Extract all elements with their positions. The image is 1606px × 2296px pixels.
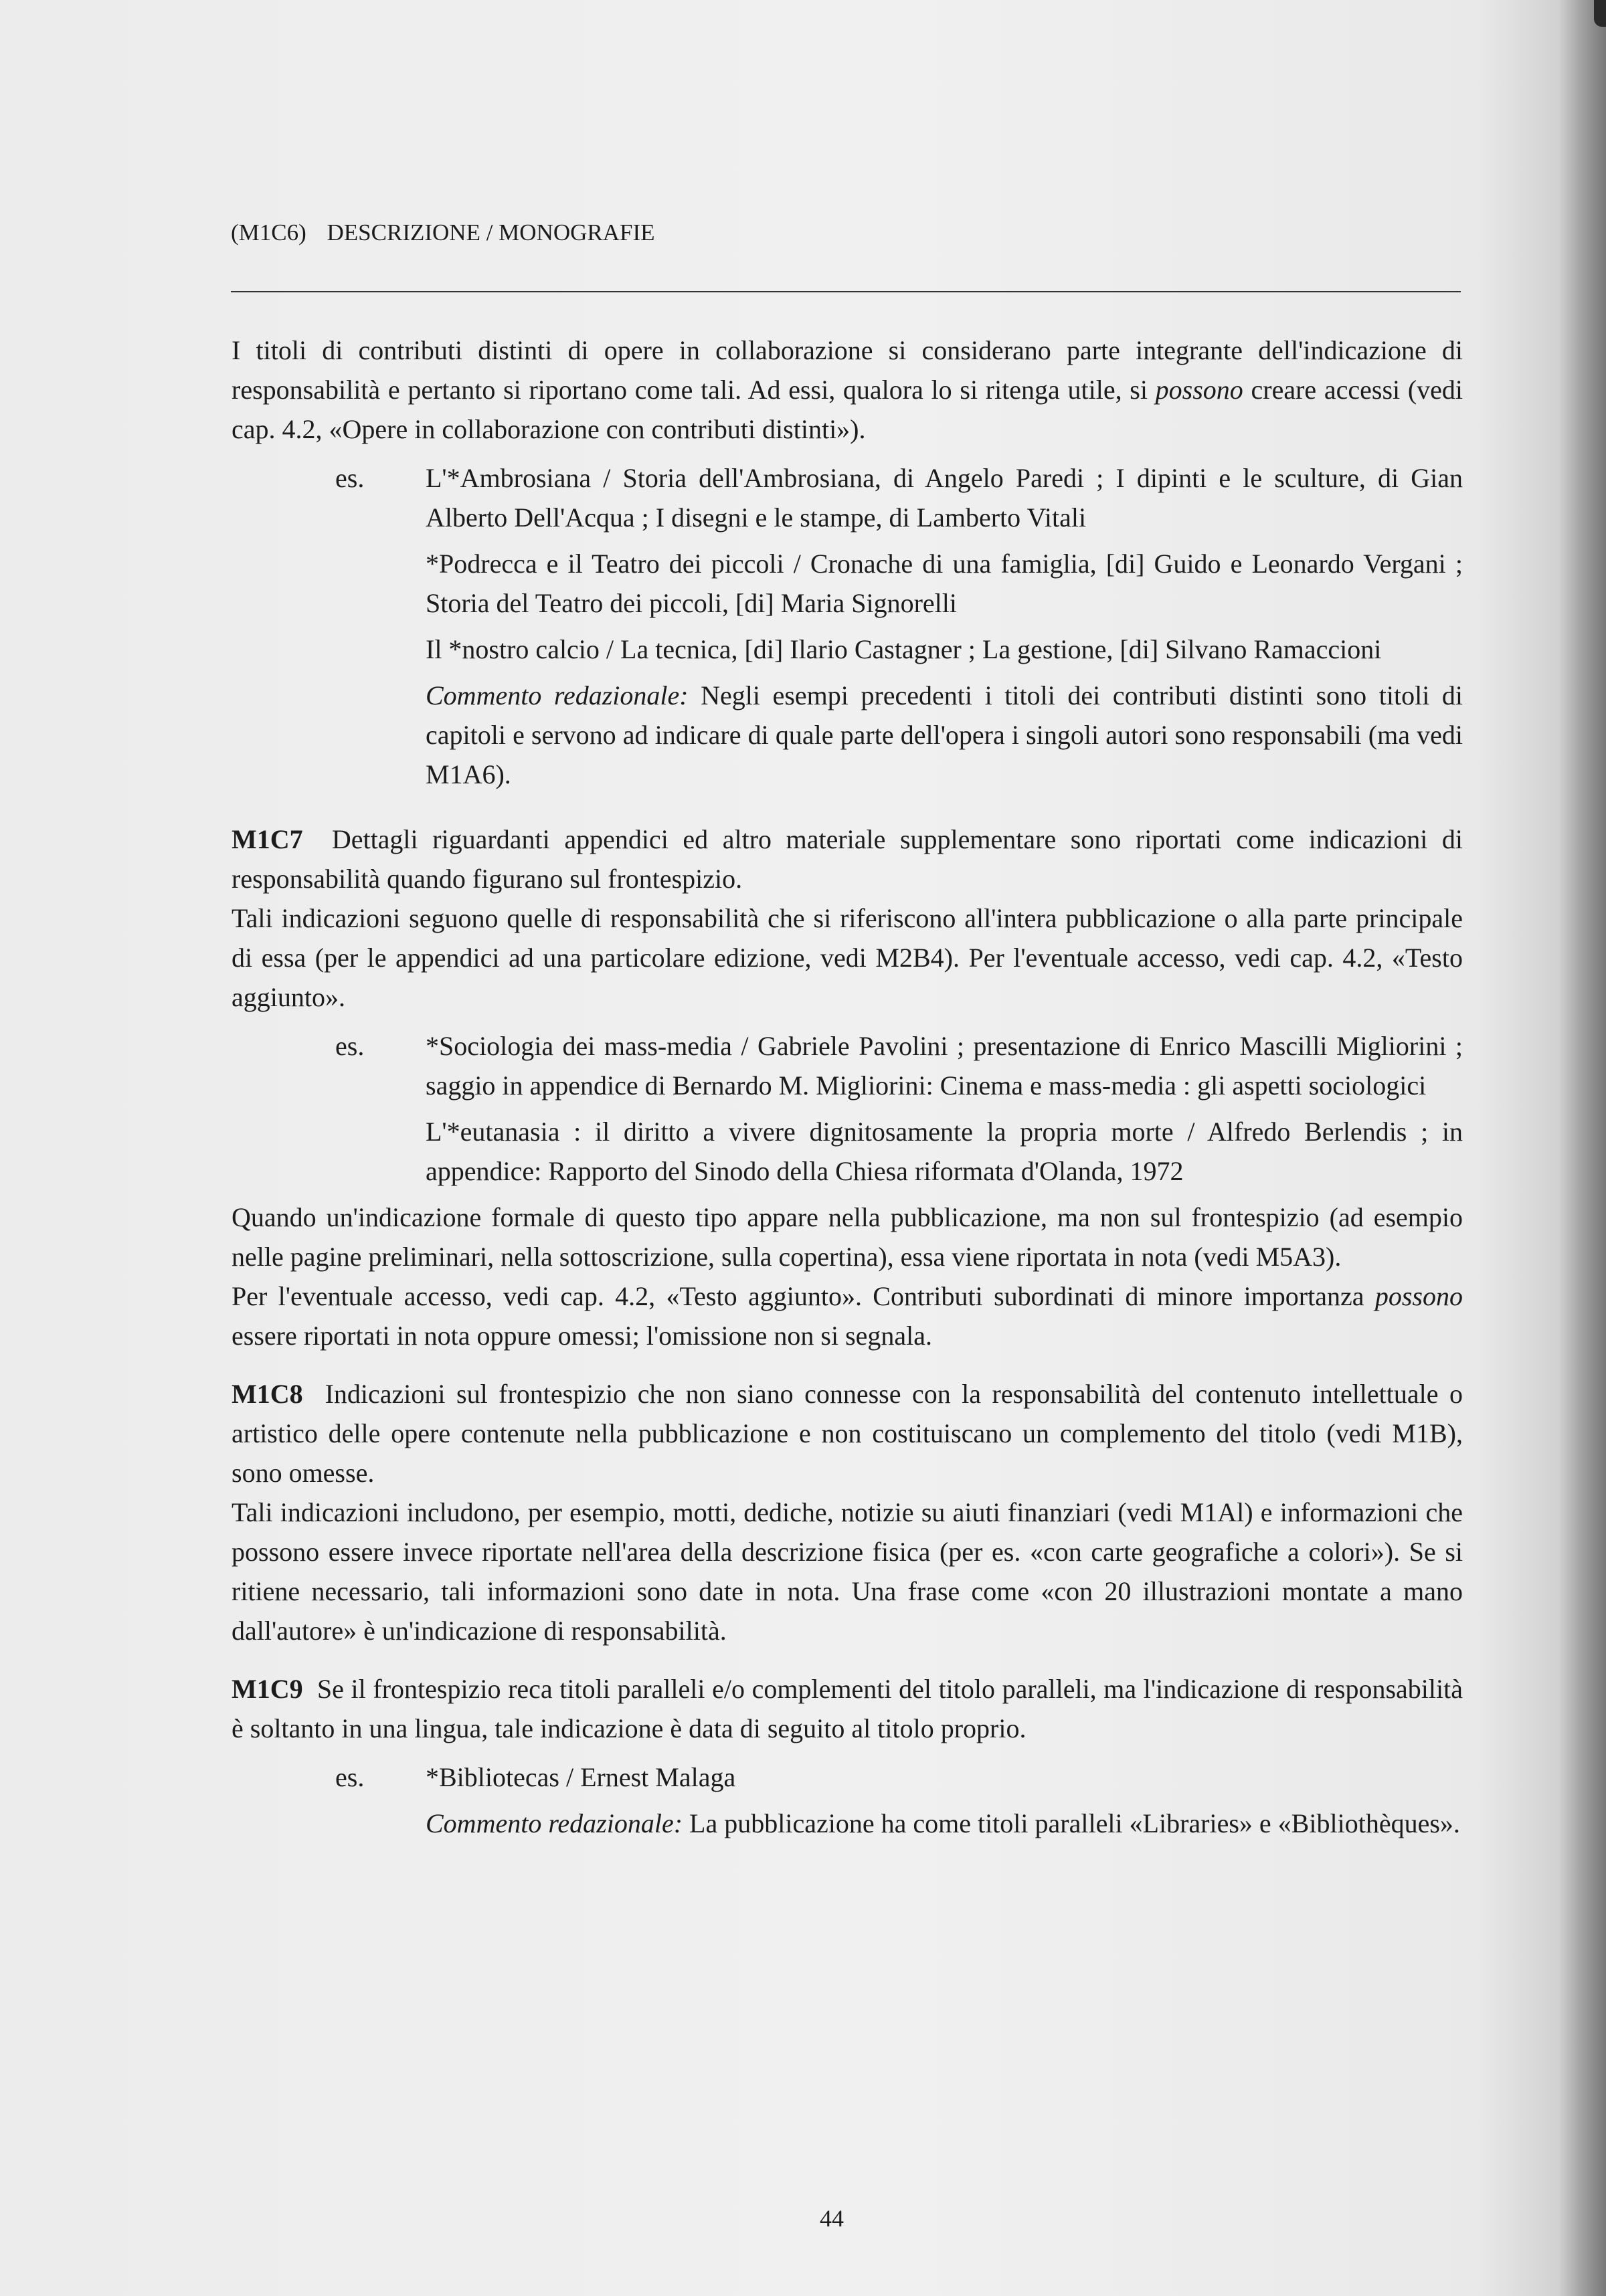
- rule-m1c7: M1C7 Dettagli riguardanti appendici ed altro materiale supplementare sono riportati come indicazioni di responsabilità quando figurano sul frontespizio.: [232, 824, 1463, 894]
- rule-m1c7-paragraph-2: Tali indicazioni seguono quelle di responsabilità che si riferiscono all'intera pubblicazione o alla parte principale di essa (per le appendici ad una particolare edizione, vedi M2B4). Per l'eventuale accesso, vedi cap. 4.2, «Testo aggiunto».: [232, 903, 1463, 1012]
- example-block-1: [232, 458, 1463, 801]
- intro-paragraph: I titoli di contributi distinti di opere in collaborazione si considerano parte integrante dell'indicazione di responsabilità e pertanto si riportano come tali. Ad essi, qualora lo si ritenga utile, si possono creare accessi (vedi cap. 4.2, «Opere in collaborazione con contributi distinti»).: [232, 335, 1463, 444]
- example-entry: Il *nostro calcio / La tecnica, [di] Ilario Castagner ; La gestione, [di] Silvano Ramaccioni: [426, 634, 1382, 664]
- example-entry: L'*Ambrosiana / Storia dell'Ambrosiana, di Angelo Paredi ; I dipinti e le sculture, di Gian Alberto Dell'Acqua ; I disegni e le stampe, di Lamberto Vitali: [426, 463, 1463, 533]
- rule-code: M1C7: [232, 824, 303, 854]
- example-entry: *Bibliotecas / Ernest Malaga: [426, 1762, 736, 1792]
- section-title: DESCRIZIONE / MONOGRAFIE: [327, 219, 655, 246]
- rule-m1c8: M1C8 Indicazioni sul frontespizio che non siano connesse con la responsabilità del contenuto intellettuale o artistico delle opere contenute nella pubblicazione e non costituiscano un complemento del titolo (vedi M1B), sono omesse.: [232, 1379, 1463, 1488]
- page-edge-shadow: [1559, 0, 1606, 2296]
- example-label: es.: [335, 1762, 365, 1792]
- page-content: [232, 330, 1463, 1850]
- example-label: es.: [335, 1031, 365, 1061]
- running-header: [231, 219, 655, 246]
- example-entry: *Podrecca e il Teatro dei piccoli / Cronache di una famiglia, [di] Guido e Leonardo Vergani ; Storia del Teatro dei piccoli, [di] Maria Signorelli: [426, 549, 1463, 618]
- rule-m1c9: M1C9 Se il frontespizio reca titoli paralleli e/o complementi del titolo paralleli, ma l'indicazione di responsabilità è soltanto in una lingua, tale indicazione è data di seguito al titolo proprio.: [232, 1674, 1463, 1743]
- editorial-comment: Commento redazionale: Negli esempi precedenti i titoli dei contributi distinti sono titoli di capitoli e servono ad indicare di quale parte dell'opera i singoli autori sono responsabili (ma vedi M1A6).: [426, 680, 1463, 789]
- example-block-2: [232, 1026, 1463, 1198]
- rule-m1c8-paragraph-2: Tali indicazioni includono, per esempio, motti, dediche, notizie su aiuti finanziari (vedi M1Al) e informazioni che possono essere invece riportate nell'area della descrizione fisica (per es. «con carte geografiche a colori»). Se si ritiene necessario, tali informazioni sono date in nota. Una frase come «con 20 illustrazioni montate a mano dall'autore» è un'indicazione di responsabilità.: [232, 1497, 1463, 1646]
- corner-mark: [1594, 0, 1606, 27]
- section-code: (M1C6): [231, 219, 306, 246]
- example-label: es.: [335, 463, 365, 493]
- rule-code: M1C9: [232, 1674, 303, 1704]
- example-block-3: [232, 1757, 1463, 1850]
- rule-code: M1C8: [232, 1379, 303, 1409]
- rule-m1c7-paragraph-3: Quando un'indicazione formale di questo tipo appare nella pubblicazione, ma non sul frontespizio (ad esempio nelle pagine preliminari, nella sottoscrizione, sulla copertina), essa viene riportata in nota (vedi M5A3).: [232, 1202, 1463, 1272]
- editorial-comment: Commento redazionale: La pubblicazione ha come titoli paralleli «Libraries» e «Bibliothèques».: [426, 1808, 1460, 1838]
- rule-m1c7-paragraph-4: Per l'eventuale accesso, vedi cap. 4.2, «Testo aggiunto». Contributi subordinati di minore importanza possono essere riportati in nota oppure omessi; l'omissione non si segnala.: [232, 1281, 1463, 1351]
- page-number: 44: [820, 2205, 844, 2232]
- example-entry: L'*eutanasia : il diritto a vivere dignitosamente la propria morte / Alfredo Berlendis ; in appendice: Rapporto del Sinodo della Chiesa riformata d'Olanda, 1972: [426, 1117, 1463, 1186]
- example-entry: *Sociologia dei mass-media / Gabriele Pavolini ; presentazione di Enrico Mascilli Migliorini ; saggio in appendice di Bernardo M. Migliorini: Cinema e mass-media : gli aspetti sociologici: [426, 1031, 1463, 1101]
- header-rule: [231, 291, 1461, 292]
